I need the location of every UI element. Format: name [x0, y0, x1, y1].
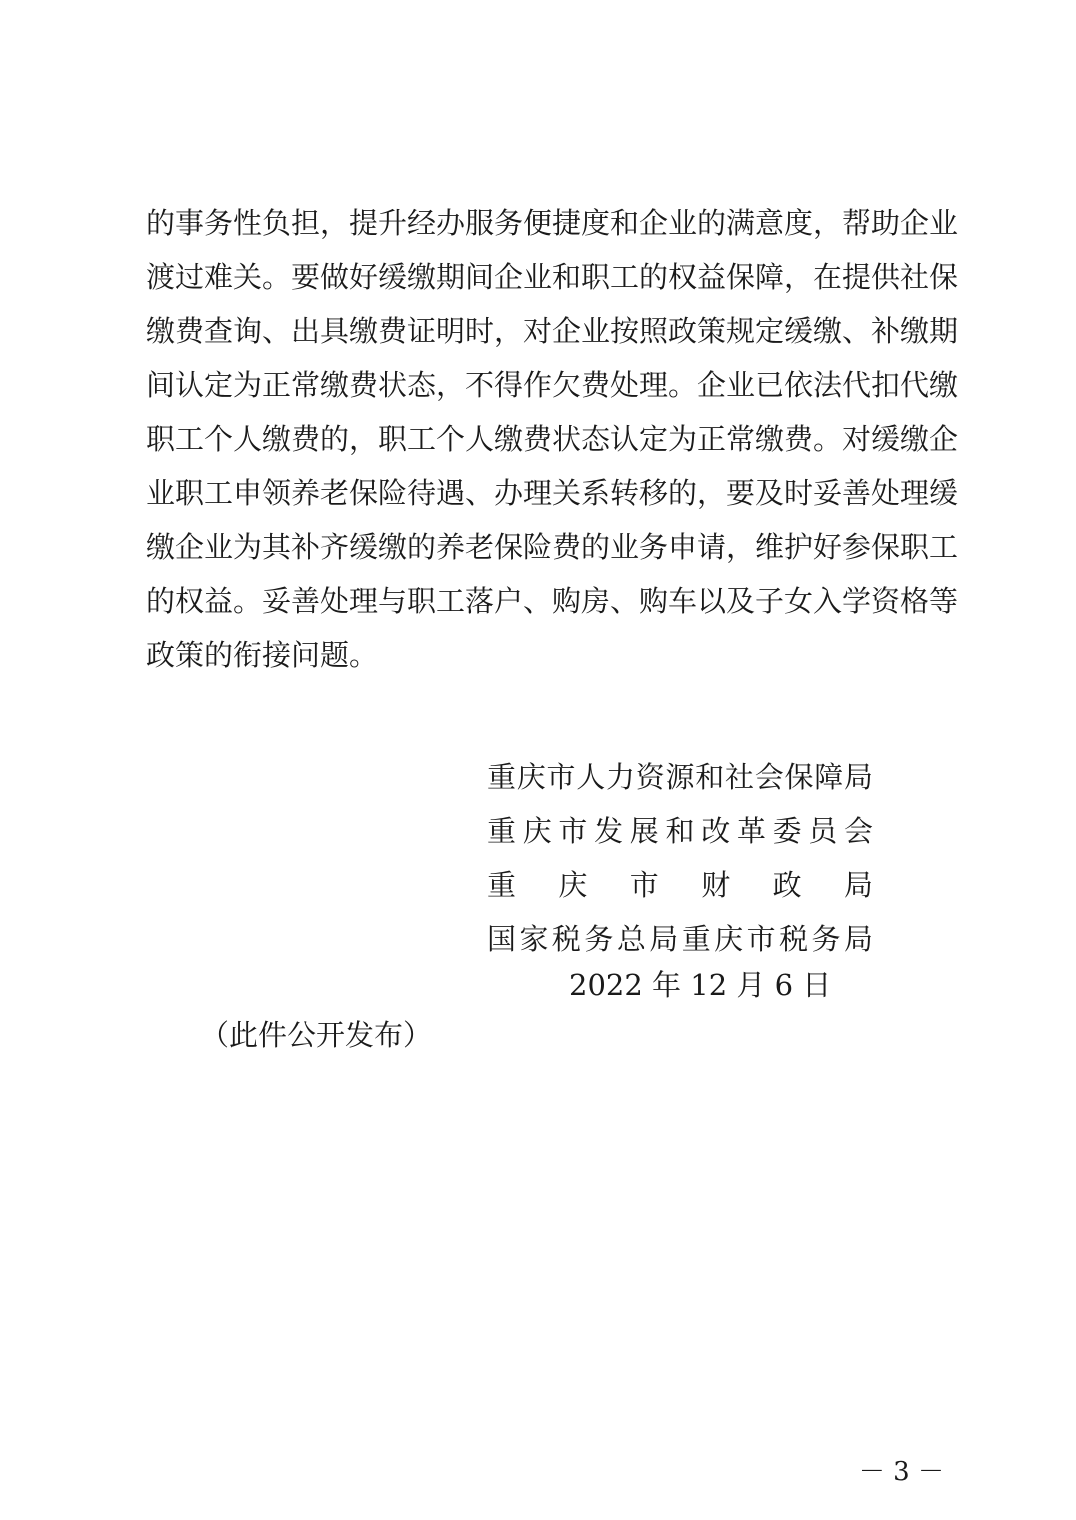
body-line-1: 的事务性负担，提升经办服务便捷度和企业的满意度，帮助企业: [146, 206, 959, 240]
body-line-3: 缴费查询、出具缴费证明时，对企业按照政策规定缓缴、补缴期: [146, 314, 959, 348]
body-line-5: 职工个人缴费的，职工个人缴费状态认定为正常缴费。对缓缴企: [146, 422, 959, 456]
signature-finance-bureau: 重庆市财政局: [487, 868, 873, 902]
body-line-2: 渡过难关。要做好缓缴期间企业和职工的权益保障，在提供社保: [146, 260, 959, 294]
body-line-7: 缴企业为其补齐缓缴的养老保险费的业务申请，维护好参保职工: [146, 530, 959, 564]
issue-date: 2022 年 12 月 6 日: [569, 968, 832, 1002]
body-line-4: 间认定为正常缴费状态，不得作欠费处理。企业已依法代扣代缴: [146, 368, 959, 402]
body-line-6: 业职工申领养老保险待遇、办理关系转移的，要及时妥善处理缓: [146, 476, 959, 510]
page-number: － 3 －: [858, 1457, 944, 1487]
body-line-9: 政策的衔接问题。: [146, 638, 379, 672]
body-line-8: 的权益。妥善处理与职工落户、购房、购车以及子女入学资格等: [146, 584, 959, 618]
signature-hrss-bureau: 重庆市人力资源和社会保障局: [487, 760, 873, 794]
signature-block: [487, 750, 873, 966]
body-text: [146, 196, 959, 682]
signature-tax-bureau: 国家税务总局重庆市税务局: [487, 922, 873, 956]
publication-note: （此件公开发布）: [200, 1018, 433, 1052]
signature-development-reform-commission: 重庆市发展和改革委员会: [487, 814, 873, 848]
